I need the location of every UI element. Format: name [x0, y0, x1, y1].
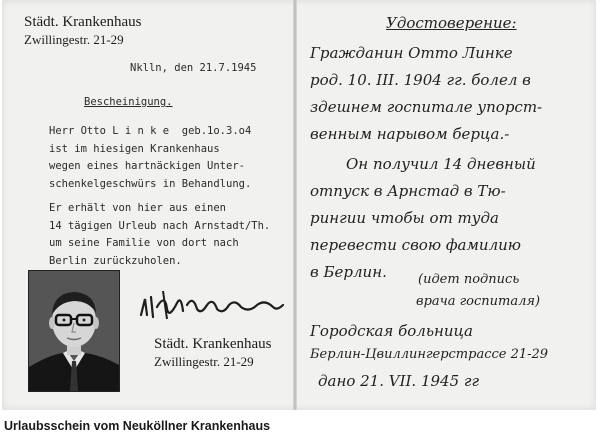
caption: Urlaubsschein vom Neuköllner Krankenhaus — [4, 419, 271, 433]
ru-line-5: Он получил 14 дневный — [346, 155, 536, 173]
portrait-photo — [28, 270, 120, 392]
p1-line-4: schenkelgeschwürs in Behandlung. — [49, 177, 252, 190]
stamp-bottom-line2: Zwillingestr. 21-29 — [154, 354, 254, 369]
stamp-top-line1: Städt. Krankenhaus — [24, 14, 142, 30]
stamp-bottom-line1: Städt. Krankenhaus — [154, 336, 272, 352]
ru-note-2: врача госпиталя) — [416, 294, 541, 309]
p2-line-1: Er erhält von hier aus einen — [49, 202, 227, 214]
doctor-signature — [137, 285, 287, 327]
document — [2, 0, 596, 410]
ru-line-1: Гражданин Отто Линке — [310, 44, 513, 62]
p2-line-3: um seine Familie von dort nach — [49, 237, 239, 249]
ru-line-9: в Берлин. — [310, 263, 387, 281]
ru-line-6: отпуск в Арнстад в Тю- — [310, 182, 506, 200]
ru-line-8: перевести свою фамилию — [310, 236, 522, 254]
page-fold — [293, 0, 297, 410]
ru-line-4: венным нарывом берца.- — [310, 125, 510, 143]
p1-line-2: ist im hiesigen Krankenhaus — [49, 142, 220, 155]
hospital-stamp-bottom — [154, 336, 271, 370]
ru-line-10: Городская больница — [310, 322, 473, 340]
stamp-top-line2: Zwillingestr. 21-29 — [24, 32, 124, 47]
p1-line-3: wegen eines hartnäckigen Unter- — [49, 160, 245, 172]
ru-note-1: (идет подпись — [418, 272, 520, 287]
date-line: Nklln, den 21.7.1945 — [130, 62, 257, 74]
ru-line-3: здешнем госпитале упорст- — [310, 98, 543, 116]
p1-line-1: Herr Otto L i n k e geb.1o.3.o4 — [49, 125, 252, 137]
ru-line-11: Берлин-Цвиллингерстрассе 21-29 — [310, 347, 549, 362]
hospital-stamp-top — [24, 14, 141, 48]
ru-line-2: род. 10. III. 1904 гг. болел в — [310, 71, 531, 89]
ru-line-12: дано 21. VII. 1945 гг — [318, 372, 480, 390]
p2-line-2: 14 tägigen Urleub nach Arnstadt/Th. — [49, 219, 271, 232]
certificate-title: Bescheinigung. — [84, 96, 173, 108]
portrait-image — [29, 271, 119, 391]
ru-line-7: рингии чтобы от туда — [310, 209, 499, 227]
ru-title: Удостоверение: — [386, 14, 517, 32]
right-page — [298, 0, 596, 410]
paragraph-2 — [49, 200, 270, 270]
left-page — [2, 0, 292, 410]
paragraph-1 — [49, 123, 251, 193]
p2-line-4: Berlin zurückzuholen. — [49, 254, 182, 267]
